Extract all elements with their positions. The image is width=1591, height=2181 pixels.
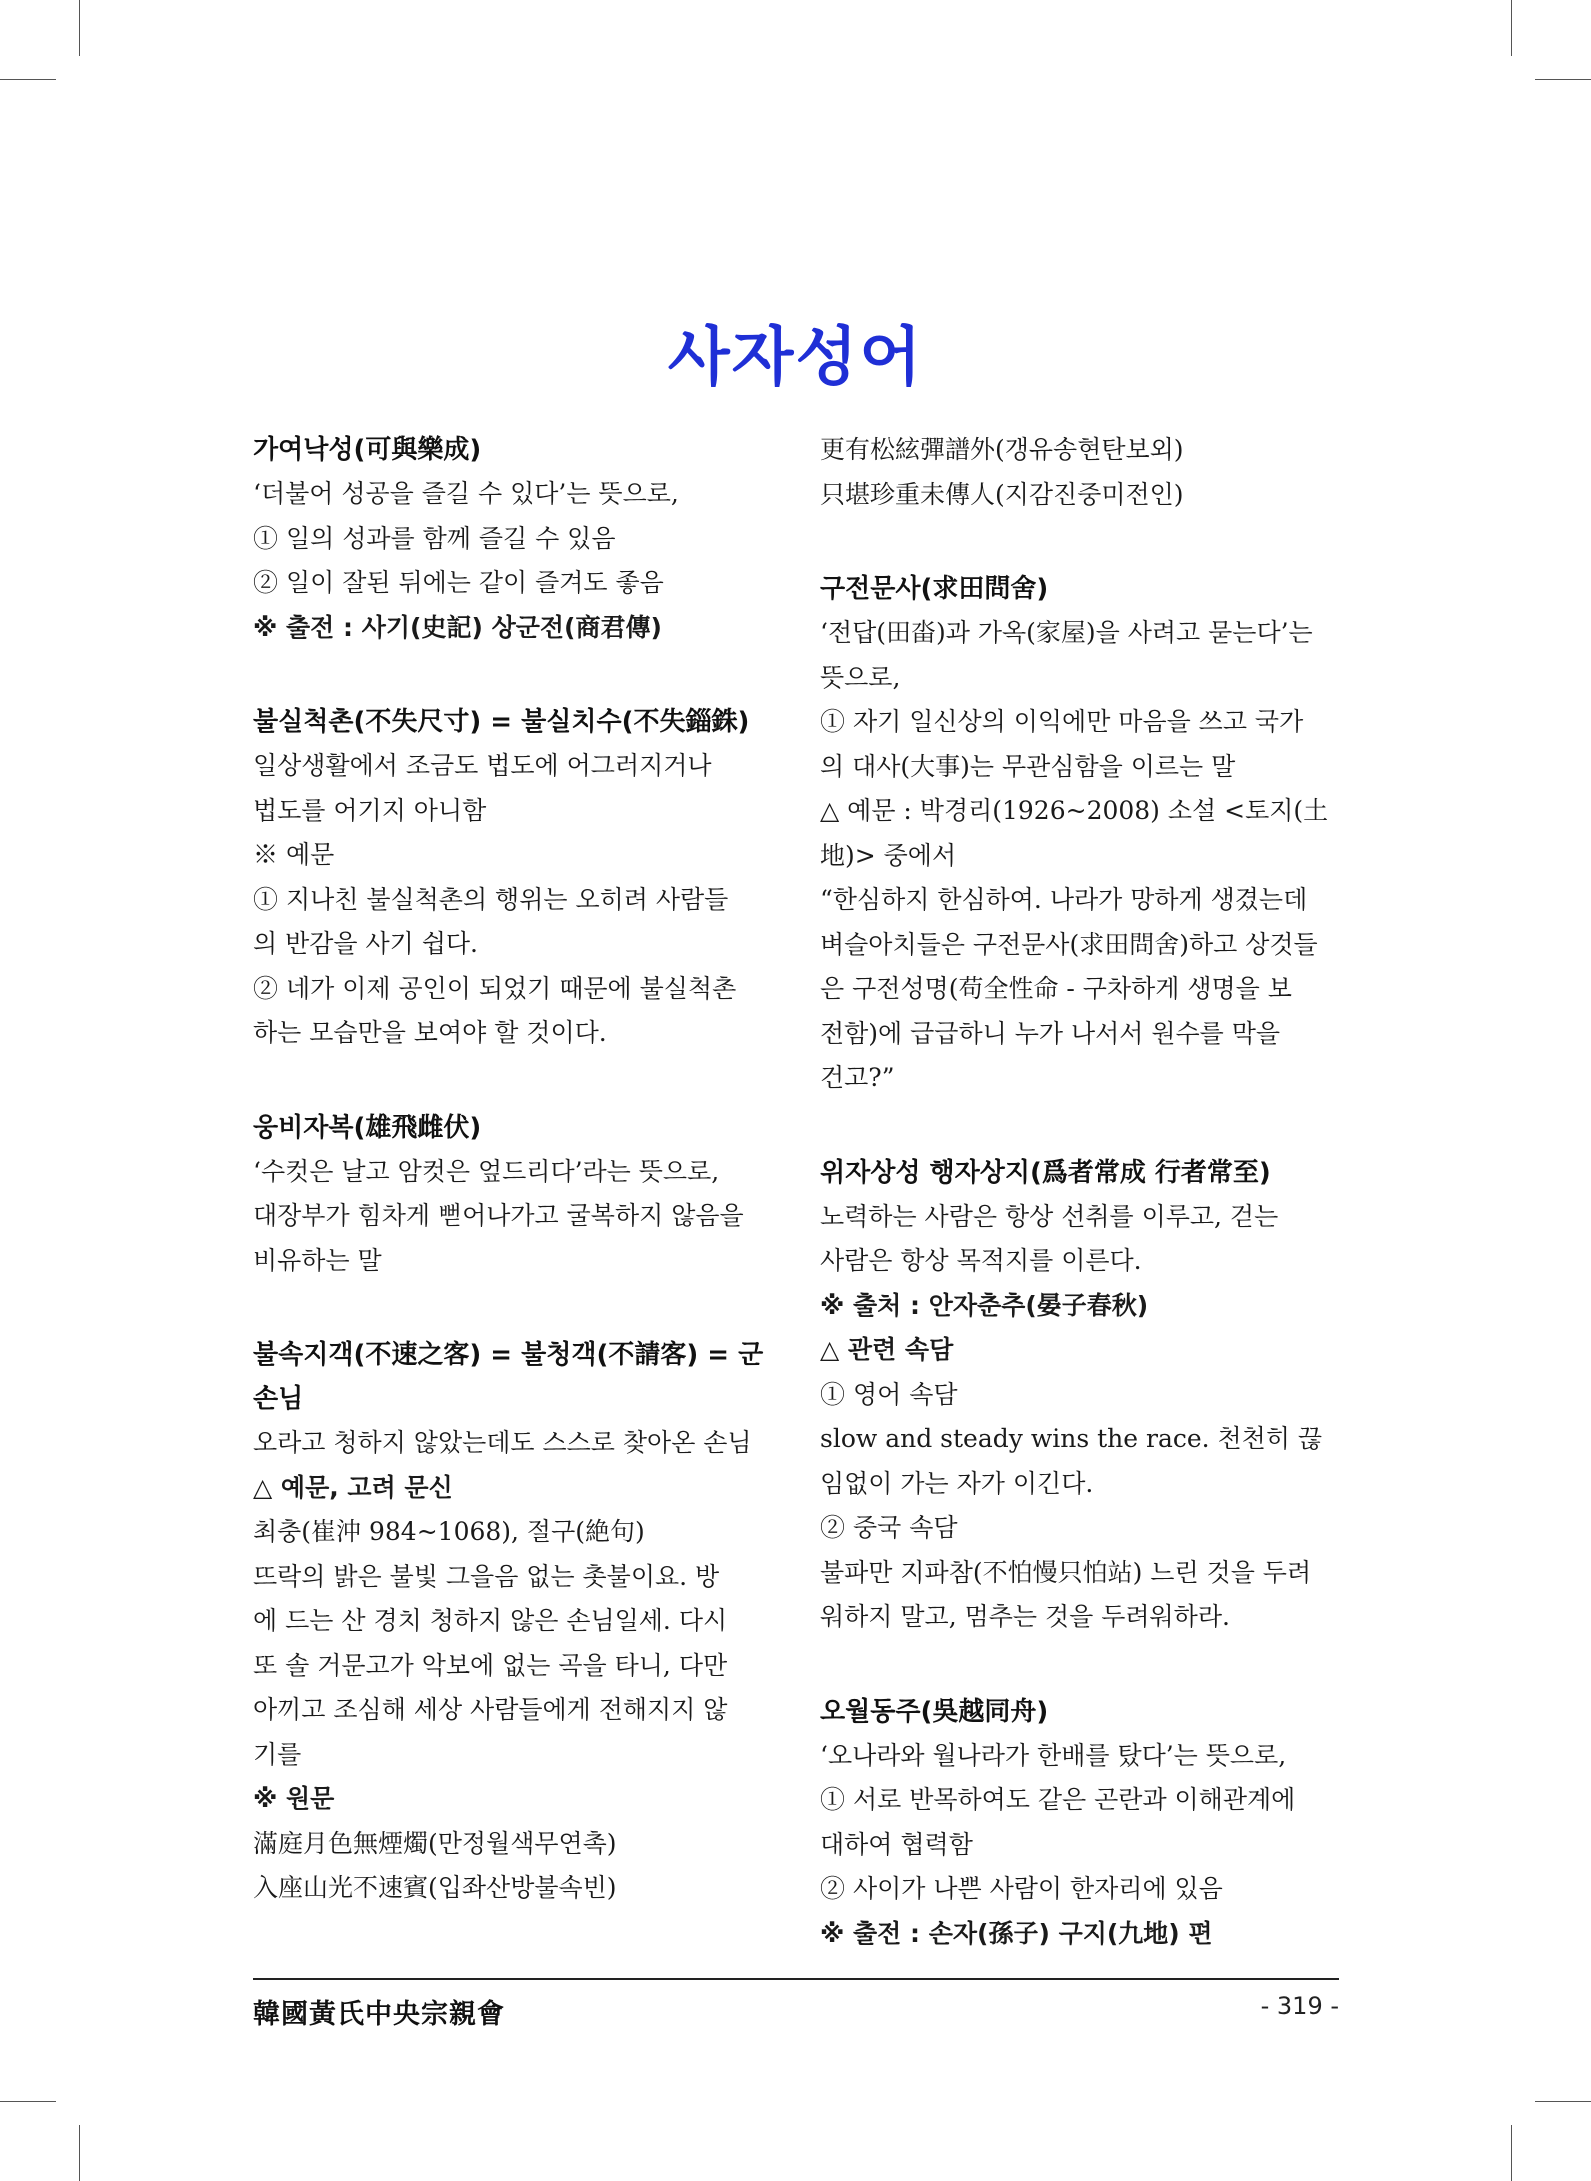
body-line: 更有松絃彈譜外(갱유송현탄보외) [820, 435, 1184, 464]
entry [253, 700, 775, 1056]
entry [253, 1333, 775, 1911]
entry-title: 오월동주(吳越同舟) [820, 1696, 1049, 1727]
body-line: 최충(崔沖 984~1068), 절구(絶句) [253, 1517, 645, 1546]
body-line: 일상생활에서 조금도 법도에 어그러지거나 [253, 751, 712, 780]
body-line: ※ 예문 [253, 840, 335, 869]
body-line: ※ 출전 : 사기(史記) 상군전(商君傳) [253, 612, 662, 642]
body-line: ① 지나친 불실척촌의 행위는 오히려 사람들 [253, 884, 729, 914]
entry-title: 가여낙성(可與樂成) [253, 435, 482, 465]
body-line: slow and steady wins the race. 천천히 끊 [820, 1424, 1323, 1453]
body-line: “한심하지 한심하여. 나라가 망하게 생겼는데 [820, 885, 1308, 914]
body-line: ② 네가 이제 공인이 되었기 때문에 불실척촌 [253, 973, 737, 1003]
body-line: ※ 출처 : 안자춘추(晏子春秋) [820, 1290, 1149, 1320]
body-line: △ 예문, 고려 문신 [253, 1472, 453, 1502]
body-line: 대장부가 힘차게 뻗어나가고 굴복하지 않음을 [253, 1201, 744, 1230]
body-line: 의 반감을 사기 쉽다. [253, 929, 478, 958]
body-line: ‘오나라와 월나라가 한배를 탔다’는 뜻으로, [820, 1740, 1287, 1770]
body-line: ② 중국 속담 [820, 1513, 958, 1542]
body-line: 아끼고 조심해 세상 사람들에게 전해지지 않 [253, 1695, 728, 1724]
entry [253, 1106, 775, 1284]
body-line: 전함)에 급급하니 누가 나서서 원수를 막을 [820, 1018, 1281, 1048]
body-line: 滿庭月色無煙燭(만정월색무연촉) [253, 1828, 617, 1858]
page-title: 사자성어 [667, 321, 924, 395]
entry-title: 불실척촌(不失尺寸) = 불실치수(不失錙銖) [253, 707, 750, 737]
body-line: ① 서로 반목하여도 같은 곤란과 이해관계에 [820, 1785, 1296, 1814]
body-line: 의 대사(大事)는 무관심함을 이르는 말 [820, 751, 1236, 781]
body-line: 에 드는 산 경치 청하지 않은 손님일세. 다시 [253, 1606, 728, 1635]
entry [253, 428, 775, 650]
entry-title: 구전문사(求田問舍) [820, 574, 1049, 604]
body-line: 은 구전성명(苟全性命 - 구차하게 생명을 보 [820, 974, 1292, 1003]
body-line: ② 일이 잘된 뒤에는 같이 즐겨도 좋음 [253, 568, 664, 597]
footer-logo: 韓國黃氏中央宗親會 [253, 1999, 505, 2030]
entry-title: 불속지객(不速之客) = 불청객(不請客) = 군손님 [253, 1340, 764, 1414]
crop-mark [1511, 0, 1512, 56]
body-line: 임없이 가는 자가 이긴다. [820, 1468, 1094, 1498]
crop-mark [79, 0, 80, 56]
entry [820, 1151, 1342, 1640]
body-line: 하는 모습만을 보여야 할 것이다. [253, 1018, 607, 1047]
body-line: 地)> 중에서 [820, 840, 957, 870]
entry [820, 567, 1342, 1101]
body-line: 入座山光不速賓(입좌산방불속빈) [253, 1873, 617, 1902]
entry [820, 428, 1342, 517]
body-line: 대하여 협력함 [820, 1829, 973, 1859]
page-number: - 319 - [1260, 1992, 1339, 2020]
body-line: ② 사이가 나쁜 사람이 한자리에 있음 [820, 1874, 1223, 1903]
body-line: ‘전답(田畓)과 가옥(家屋)을 사려고 묻는다’는 [820, 618, 1313, 647]
crop-mark [1535, 2101, 1591, 2102]
crop-mark [1511, 2125, 1512, 2181]
body-line: △ 관련 속담 [820, 1335, 954, 1364]
body-line: ‘수컷은 날고 암컷은 엎드리다’라는 뜻으로, [253, 1156, 720, 1186]
body-line: 불파만 지파참(不怕慢只怕站) 느린 것을 두려 [820, 1557, 1312, 1587]
body-line: 기를 [253, 1739, 302, 1769]
body-line: 只堪珍重未傳人(지감진중미전인) [820, 479, 1184, 509]
body-line: 뜻으로, [820, 662, 901, 692]
crop-mark [0, 79, 56, 80]
body-line: ※ 원문 [253, 1784, 335, 1813]
footer-rule [253, 1978, 1339, 1980]
crop-mark [1535, 79, 1591, 80]
body-line: 사람은 항상 목적지를 이른다. [820, 1246, 1142, 1275]
body-line: 벼슬아치들은 구전문사(求田問舍)하고 상것들 [820, 929, 1318, 959]
crop-mark [0, 2101, 56, 2102]
body-line: △ 예문 : 박경리(1926~2008) 소설 <토지(土 [820, 796, 1329, 825]
body-line: ① 자기 일신상의 이익에만 마음을 쓰고 국가 [820, 707, 1304, 736]
body-line: 오라고 청하지 않았는데도 스스로 찾아온 손님 [253, 1428, 752, 1457]
left-column [253, 428, 775, 1961]
body-line: ① 영어 속담 [820, 1379, 958, 1409]
right-column [820, 428, 1342, 2006]
body-line: 건고?” [820, 1063, 895, 1092]
body-line: ‘더불어 성공을 즐길 수 있다’는 뜻으로, [253, 479, 679, 508]
body-line: 노력하는 사람은 항상 선취를 이루고, 걷는 [820, 1201, 1279, 1231]
entry-title: 위자상성 행자상지(爲者常成 行者常至) [820, 1157, 1271, 1188]
entry [820, 1690, 1342, 1957]
crop-mark [79, 2125, 80, 2181]
body-line: ① 일의 성과를 함께 즐길 수 있음 [253, 523, 616, 553]
body-line: 또 솔 거문고가 악보에 없는 곡을 타니, 다만 [253, 1650, 728, 1680]
body-line: 비유하는 말 [253, 1245, 382, 1275]
body-line: 법도를 어기지 아니함 [253, 795, 487, 825]
body-line: 워하지 말고, 멈추는 것을 두려워하라. [820, 1602, 1230, 1631]
body-line: ※ 출전 : 손자(孫子) 구지(九地) 편 [820, 1918, 1213, 1948]
body-line: 뜨락의 밝은 불빛 그을음 없는 촛불이요. 방 [253, 1561, 720, 1591]
entry-title: 웅비자복(雄飛雌伏) [253, 1112, 482, 1143]
